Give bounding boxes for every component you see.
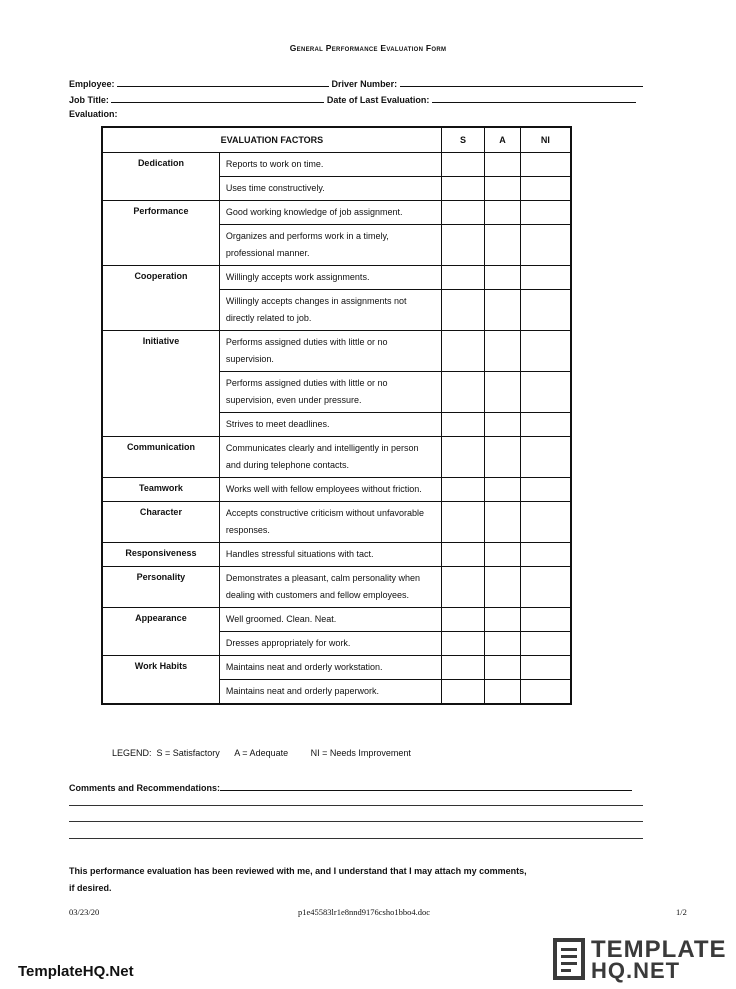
employee-field[interactable]	[117, 77, 329, 87]
rating-cell-s[interactable]	[441, 437, 484, 478]
category-cell: Teamwork	[102, 478, 219, 502]
factor-description: Accepts constructive criticism without unfavorable responses.	[219, 502, 441, 543]
rating-cell-s[interactable]	[441, 290, 484, 331]
comments-line[interactable]	[69, 805, 643, 806]
job-title-label: Job Title:	[69, 95, 109, 105]
rating-cell-s[interactable]	[441, 680, 484, 705]
review-statement: This performance evaluation has been reviewed with me, and I understand that I may attach my comments, if desired.	[69, 866, 527, 893]
category-cell: Dedication	[102, 153, 219, 201]
rating-cell-a[interactable]	[485, 543, 521, 567]
category-cell: Communication	[102, 437, 219, 478]
rating-cell-s[interactable]	[441, 372, 484, 413]
rating-cell-a[interactable]	[485, 153, 521, 177]
rating-cell-a[interactable]	[485, 290, 521, 331]
rating-cell-s[interactable]	[441, 656, 484, 680]
document-icon	[553, 938, 587, 980]
job-title-row	[69, 93, 636, 105]
factor-description: Handles stressful situations with tact.	[219, 543, 441, 567]
comments-line[interactable]	[69, 838, 643, 839]
table-row	[102, 153, 571, 177]
footer-filename: p1e45583lr1e8nnd9176csho1bbo4.doc	[298, 907, 430, 917]
factor-description: Dresses appropriately for work.	[219, 632, 441, 656]
form-title: General Performance Evaluation Form	[289, 43, 447, 53]
factor-description: Good working knowledge of job assignment.	[219, 201, 441, 225]
rating-cell-ni[interactable]	[520, 413, 571, 437]
category-cell: Responsiveness	[102, 543, 219, 567]
factor-description: Organizes and performs work in a timely, professional manner.	[219, 225, 441, 266]
category-cell: Appearance	[102, 608, 219, 656]
category-cell: Work Habits	[102, 656, 219, 705]
rating-cell-a[interactable]	[485, 372, 521, 413]
date-last-evaluation-field[interactable]	[432, 93, 636, 103]
rating-cell-a[interactable]	[485, 656, 521, 680]
rating-cell-ni[interactable]	[520, 266, 571, 290]
rating-cell-ni[interactable]	[520, 225, 571, 266]
header-ni: NI	[520, 127, 571, 153]
table-row	[102, 656, 571, 680]
table-row	[102, 543, 571, 567]
table-row	[102, 502, 571, 543]
rating-cell-s[interactable]	[441, 331, 484, 372]
legend: LEGEND: S = Satisfactory A = Adequate NI = Needs Improvement	[112, 748, 411, 758]
comments-row	[69, 781, 632, 793]
rating-cell-a[interactable]	[485, 266, 521, 290]
evaluation-label: Evaluation:	[69, 109, 118, 119]
templatehq-logo	[553, 936, 727, 983]
rating-cell-ni[interactable]	[520, 680, 571, 705]
factor-description: Willingly accepts changes in assignments not directly related to job.	[219, 290, 441, 331]
rating-cell-a[interactable]	[485, 632, 521, 656]
rating-cell-ni[interactable]	[520, 632, 571, 656]
factor-description: Communicates clearly and intelligently in person and during telephone contacts.	[219, 437, 441, 478]
employee-label: Employee:	[69, 79, 115, 89]
category-cell: Cooperation	[102, 266, 219, 331]
table-header-row	[102, 127, 571, 153]
factor-description: Works well with fellow employees without friction.	[219, 478, 441, 502]
rating-cell-a[interactable]	[485, 437, 521, 478]
comments-label: Comments and Recommendations:	[69, 783, 221, 793]
rating-cell-ni[interactable]	[520, 153, 571, 177]
rating-cell-a[interactable]	[485, 478, 521, 502]
rating-cell-ni[interactable]	[520, 201, 571, 225]
rating-cell-s[interactable]	[441, 478, 484, 502]
logo-line-1: TEMPLATE	[591, 936, 727, 963]
factor-description: Uses time constructively.	[219, 177, 441, 201]
date-last-evaluation-label: Date of Last Evaluation:	[326, 95, 430, 105]
table-row	[102, 266, 571, 290]
rating-cell-a[interactable]	[485, 413, 521, 437]
brand-site-name: TemplateHQ.Net	[18, 963, 134, 980]
evaluation-table-body	[102, 153, 571, 705]
rating-cell-ni[interactable]	[520, 372, 571, 413]
category-cell: Performance	[102, 201, 219, 266]
rating-cell-ni[interactable]	[520, 656, 571, 680]
job-title-field[interactable]	[111, 93, 324, 103]
table-row	[102, 567, 571, 608]
rating-cell-a[interactable]	[485, 201, 521, 225]
rating-cell-ni[interactable]	[520, 290, 571, 331]
rating-cell-s[interactable]	[441, 632, 484, 656]
driver-number-field[interactable]	[400, 77, 643, 87]
table-row	[102, 201, 571, 225]
header-a: A	[485, 127, 521, 153]
rating-cell-a[interactable]	[485, 680, 521, 705]
rating-cell-ni[interactable]	[520, 437, 571, 478]
category-cell: Initiative	[102, 331, 219, 437]
factor-description: Strives to meet deadlines.	[219, 413, 441, 437]
comments-line[interactable]	[69, 821, 643, 822]
factor-description: Reports to work on time.	[219, 153, 441, 177]
driver-number-label: Driver Number:	[331, 79, 398, 89]
rating-cell-a[interactable]	[485, 177, 521, 201]
rating-cell-s[interactable]	[441, 543, 484, 567]
rating-cell-a[interactable]	[485, 225, 521, 266]
rating-cell-ni[interactable]	[520, 608, 571, 632]
rating-cell-s[interactable]	[441, 153, 484, 177]
comments-field[interactable]	[220, 781, 632, 791]
table-row	[102, 608, 571, 632]
header-evaluation-factors: EVALUATION FACTORS	[102, 127, 441, 153]
factor-description: Maintains neat and orderly paperwork.	[219, 680, 441, 705]
table-row	[102, 331, 571, 372]
category-cell: Character	[102, 502, 219, 543]
rating-cell-a[interactable]	[485, 331, 521, 372]
rating-cell-a[interactable]	[485, 567, 521, 608]
factor-description: Demonstrates a pleasant, calm personality when dealing with customers and fellow employees.	[219, 567, 441, 608]
rating-cell-ni[interactable]	[520, 478, 571, 502]
rating-cell-s[interactable]	[441, 201, 484, 225]
header-s: S	[441, 127, 484, 153]
evaluation-table	[101, 126, 572, 705]
employee-row	[69, 77, 643, 89]
category-cell: Personality	[102, 567, 219, 608]
footer-date: 03/23/20	[69, 907, 100, 917]
table-row	[102, 437, 571, 478]
rating-cell-s[interactable]	[441, 502, 484, 543]
rating-cell-a[interactable]	[485, 502, 521, 543]
rating-cell-s[interactable]	[441, 413, 484, 437]
rating-cell-ni[interactable]	[520, 331, 571, 372]
table-row	[102, 478, 571, 502]
rating-cell-ni[interactable]	[520, 502, 571, 543]
factor-description: Willingly accepts work assignments.	[219, 266, 441, 290]
rating-cell-ni[interactable]	[520, 567, 571, 608]
factor-description: Well groomed. Clean. Neat.	[219, 608, 441, 632]
rating-cell-a[interactable]	[485, 608, 521, 632]
rating-cell-s[interactable]	[441, 225, 484, 266]
rating-cell-s[interactable]	[441, 608, 484, 632]
factor-description: Performs assigned duties with little or no supervision, even under pressure.	[219, 372, 441, 413]
rating-cell-s[interactable]	[441, 177, 484, 201]
footer-page: 1/2	[676, 907, 687, 917]
factor-description: Performs assigned duties with little or no supervision.	[219, 331, 441, 372]
rating-cell-s[interactable]	[441, 567, 484, 608]
factor-description: Maintains neat and orderly workstation.	[219, 656, 441, 680]
rating-cell-s[interactable]	[441, 266, 484, 290]
logo-line-2: HQ.NET	[591, 958, 681, 983]
rating-cell-ni[interactable]	[520, 543, 571, 567]
rating-cell-ni[interactable]	[520, 177, 571, 201]
